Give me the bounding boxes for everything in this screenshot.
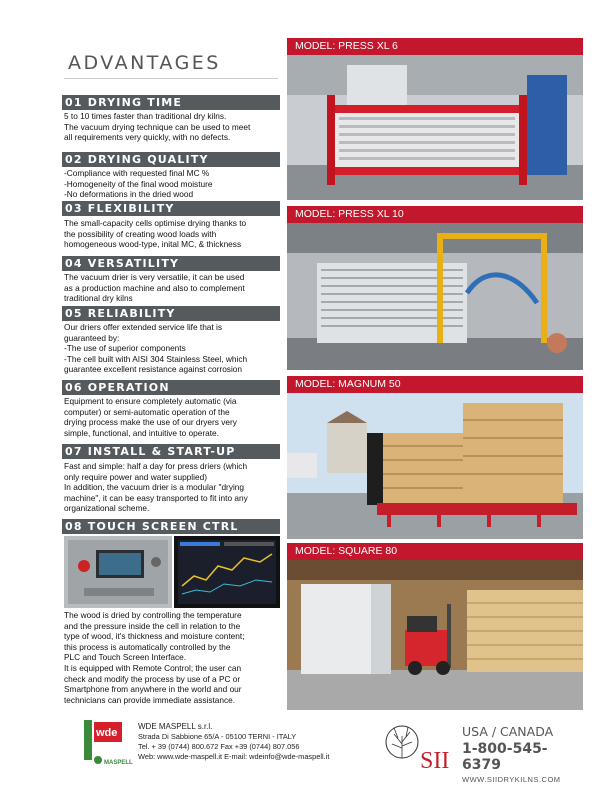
magnum-50-illustration (287, 393, 583, 539)
square-80-illustration (287, 560, 583, 710)
sii-logo-text: SII (420, 748, 450, 774)
section-07-text: Fast and simple: half a day for press driers (which only require power and water supplied) In addition, the vacuum drier is a modular "drying machine", it can be easy transported to fit into any organizational scheme. (64, 461, 248, 514)
model-square-80-photo (287, 560, 583, 710)
sii-logo (384, 722, 464, 772)
section-05-text: Our driers offer extended service life that is guaranteed by: -The use of superior components -The cell built with AISI 304 Stainless Steel, which guarantee excellent resistance against corrosion (64, 322, 248, 375)
section-06-heading: 06 OPERATION (62, 380, 280, 395)
model-press-xl-10-photo (287, 223, 583, 370)
model-press-xl-6-photo (287, 55, 583, 200)
section-07-heading: 07 INSTALL & START-UP (62, 444, 280, 459)
region-label: USA / CANADA (462, 724, 554, 739)
toll-free-phone[interactable]: 1-800-545-6379 (462, 741, 548, 773)
section-08-text: The wood is dried by controlling the temperature and the pressure inside the cell in relation to the type of wood, it's thickness and moisture content; this process is automatically controlled by the PLC and Touch Screen Interface. It is equipped with Remote Control; the user can check and modify the process by use of a PC or Smartphone from anywhere in the world and our technicians can provide immediate assistance. (64, 610, 245, 705)
touch-screen-photos (64, 536, 280, 608)
section-02-text: -Compliance with requested final MC % -Homogeneity of the final wood moisture -No deformations in the dried wood (64, 168, 213, 200)
model-square-80-label: MODEL: SQUARE 80 (287, 543, 583, 560)
section-02-heading: 02 DRYING QUALITY (62, 152, 280, 167)
section-08-body (64, 610, 286, 705)
section-07-body (64, 461, 286, 514)
section-04-body (64, 272, 286, 304)
section-05-heading: 05 RELIABILITY (62, 306, 280, 321)
company-info (138, 722, 329, 762)
wde-logo-icon (84, 720, 133, 768)
company-address: Strada Di Sabbione 65/A - 05100 TERNI - ITALY (138, 732, 297, 741)
model-magnum-50-label: MODEL: MAGNUM 50 (287, 376, 583, 393)
section-03-text: The small-capacity cells optimise drying thanks to the possibility of creating wood loads with homogeneous wood-type, inital MC, & thickness (64, 218, 247, 250)
press-xl-6-illustration (287, 55, 583, 200)
maspell-logo-text: MASPELL (104, 760, 133, 766)
us-contact (462, 724, 584, 784)
wde-maspell-logo (84, 720, 133, 768)
touch-screen-illustration (64, 536, 280, 608)
page-title: ADVANTAGES (68, 52, 221, 74)
section-04-heading: 04 VERSATILITY (62, 256, 280, 271)
section-01-body (64, 111, 286, 143)
company-phone-fax: Tel. + 39 (0744) 800.672 Fax +39 (0744) 807.056 (138, 742, 300, 751)
press-xl-10-illustration (287, 223, 583, 370)
title-divider (64, 78, 278, 79)
model-press-xl-6-label: MODEL: PRESS XL 6 (287, 38, 583, 55)
website-link[interactable]: WWW.SIIDRYKILNS.COM (462, 775, 561, 784)
section-03-heading: 03 FLEXIBILITY (62, 201, 280, 216)
model-magnum-50-photo (287, 393, 583, 539)
model-press-xl-10-label: MODEL: PRESS XL 10 (287, 206, 583, 223)
section-01-heading: 01 DRYING TIME (62, 95, 280, 110)
section-02-body (64, 168, 286, 200)
footer (64, 720, 584, 784)
section-08-heading: 08 TOUCH SCREEN CTRL (62, 519, 280, 534)
wde-logo-text: wde (96, 727, 118, 739)
section-06-text: Equipment to ensure completely automatic (via computer) or semi-automatic operation of the drying process make the use of our dryers very simple, functional, and intuitive to operate. (64, 396, 237, 438)
company-web-email: Web: www.wde-maspell.it E-mail: wdeinfo@wde-maspell.it (138, 752, 330, 761)
sii-tree-logo-icon (384, 722, 464, 772)
section-04-text: The vacuum drier is very versatile, it can be used as a production machine and also to complement traditional dry kilns (64, 272, 245, 304)
company-name: WDE MASPELL s.r.l. (138, 722, 213, 731)
section-06-body (64, 396, 286, 438)
section-01-text: 5 to 10 times faster than traditional dry kilns. The vacuum drying technique can be used to meet all requirements very quickly, with no defects. (64, 111, 251, 143)
section-05-body (64, 322, 286, 375)
section-03-body (64, 218, 286, 250)
